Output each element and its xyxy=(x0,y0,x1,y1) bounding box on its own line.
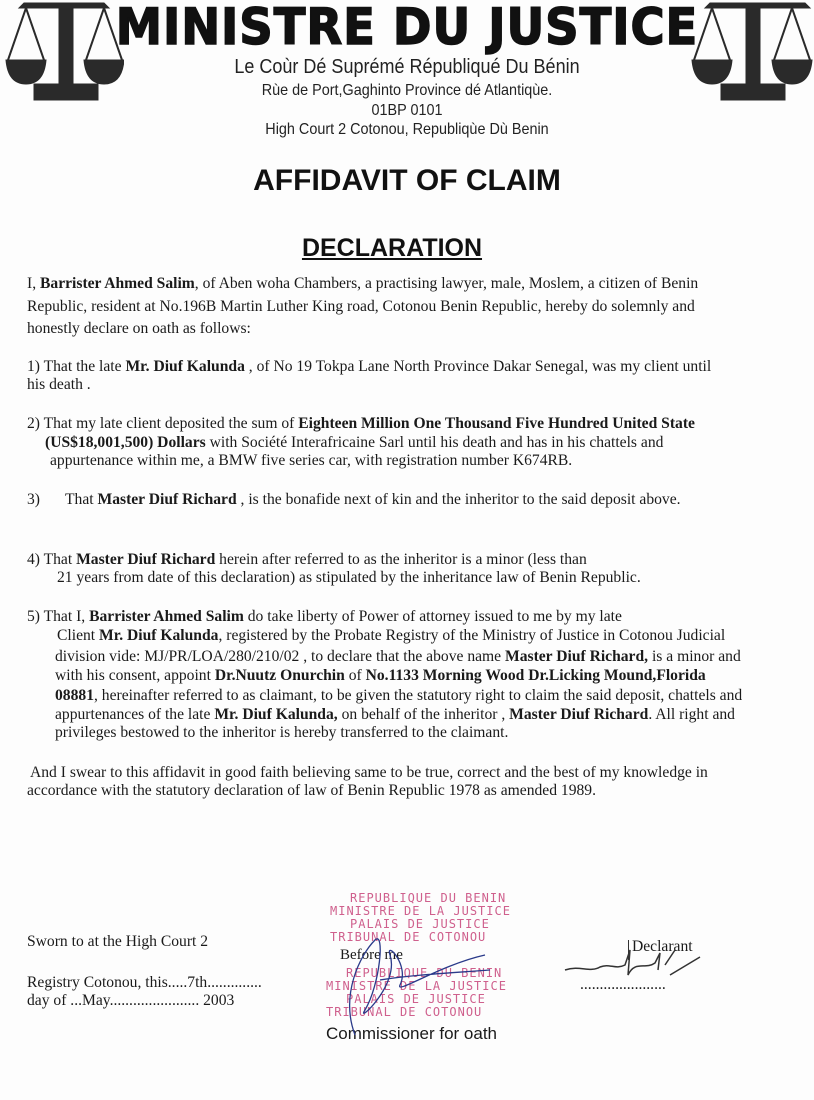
day-date: day of ...May....................... 2003 xyxy=(27,992,235,1009)
stamp-line: PALAIS DE JUSTICE xyxy=(350,917,490,931)
text-segment: division vide: MJ/PR/LOA/280/210/02 , to declare that the above name xyxy=(55,648,505,665)
emphasized-text: Master Diuf Richard xyxy=(97,491,237,508)
commissioner-label: Commissioner for oath xyxy=(326,1024,498,1043)
text-line xyxy=(27,551,587,568)
document-title: AFFIDAVIT OF CLAIM xyxy=(253,164,561,197)
text-line xyxy=(57,569,641,586)
emphasized-text: Master Diuf Richard, xyxy=(504,648,649,665)
text-line xyxy=(50,452,572,469)
text-line xyxy=(55,648,741,665)
text-segment: , registered by the Probate Registry of the Ministry of Justice in Cotonou Judicial xyxy=(218,627,726,644)
text-line xyxy=(55,687,742,704)
text-line xyxy=(55,667,706,684)
stamp-line: MINISTRE DE LA JUSTICE xyxy=(326,979,507,993)
text-segment: , of No 19 Tokpa Lane North Province Dakar Senegal, was my client until xyxy=(244,358,712,375)
text-segment: 2) That my late client deposited the sum of xyxy=(27,415,299,432)
header-address: Rùe de Port,Gaghinto Province dé Atlantiqùe. xyxy=(261,82,553,99)
text-segment: honestly declare on oath as follows: xyxy=(27,320,251,337)
registry-date: Registry Cotonou, this.....7th.............. xyxy=(27,974,262,991)
stamp-line: REPUBLIQUE DU BENIN xyxy=(346,966,503,980)
ministry-title: MINISTRE DU JUSTICE xyxy=(115,0,699,56)
emphasized-text: (US$18,001,500) Dollars xyxy=(45,434,206,451)
header-po-box: 01BP 0101 xyxy=(371,102,443,119)
emphasized-text: 08881 xyxy=(55,687,94,704)
text-segment: And I swear to this affidavit in good faith believing same to be true, correct and the best of my knowledge in xyxy=(30,764,708,781)
text-segment: accordance with the statutory declaration of law of Benin Republic 1978 as amended 1989. xyxy=(27,782,596,799)
text-line xyxy=(30,764,708,781)
text-segment: do take liberty of Power of attorney issued to me by my late xyxy=(243,608,622,625)
text-segment: Client xyxy=(57,627,100,644)
text-line xyxy=(27,376,91,393)
text-segment: of xyxy=(344,667,366,684)
before-me-text: Before me xyxy=(340,947,403,963)
text-line xyxy=(55,706,735,723)
item-number: 3) xyxy=(27,491,40,508)
text-segment: , of Aben woha Chambers, a practising lawyer, male, Moslem, a citizen of Benin xyxy=(194,275,699,292)
text-segment: on behalf of the inheritor , xyxy=(337,706,510,723)
text-segment: herein after referred to as the inheritor is a minor (less than xyxy=(215,551,587,568)
text-line xyxy=(45,434,663,451)
declarant-signature-line: ...................... xyxy=(580,976,666,993)
text-line xyxy=(27,608,622,625)
text-line xyxy=(27,320,251,337)
emphasized-text: Mr. Diuf Kalunda xyxy=(99,627,219,644)
text-line xyxy=(65,491,681,508)
text-segment: 4) That xyxy=(27,551,77,568)
text-segment: appurtenances of the late xyxy=(55,706,215,723)
emphasized-text: Master Diuf Richard xyxy=(76,551,216,568)
header-high-court: High Court 2 Cotonou, Republiqùe Dù Benin xyxy=(265,121,549,138)
text-segment: , is the bonafide next of kin and the inheritor to the said deposit above. xyxy=(236,491,681,508)
sworn-text: Sworn to at the High Court 2 xyxy=(27,933,209,950)
section-title: DECLARATION xyxy=(301,234,483,262)
stamp-line: PALAIS DE JUSTICE xyxy=(346,992,486,1006)
text-segment: , hereinafter referred to as claimant, to be given the statutory right to claim the said deposit, chattels and xyxy=(93,687,743,704)
emphasized-text: No.1133 Morning Wood Dr.Licking Mound,Florida xyxy=(365,667,706,684)
stamp-line: TRIBUNAL DE COTONOU xyxy=(326,1005,483,1019)
text-segment: with Société Interafricaine Sarl until his death and has in his chattels and xyxy=(205,434,664,451)
text-segment: with his consent, appoint xyxy=(55,667,215,684)
declarant-label: Declarant xyxy=(632,938,693,955)
emphasized-text: Master Diuf Richard xyxy=(509,706,649,723)
text-segment: is a minor and xyxy=(648,648,741,665)
stamp-line: MINISTRE DE LA JUSTICE xyxy=(330,904,511,918)
text-line xyxy=(27,782,596,799)
emphasized-text: Eighteen Million One Thousand Five Hundred United State xyxy=(298,415,695,432)
text-segment: appurtenance within me, a BMW five series car, with registration number K674RB. xyxy=(50,452,573,469)
emphasized-text: Dr.Nuutz Onurchin xyxy=(214,667,345,684)
text-line xyxy=(27,275,698,292)
text-segment: 21 years from date of this declaration) as stipulated by the inheritance law of Benin Republic. xyxy=(57,569,641,586)
header-court-name: Le Coùr Dé Suprémé Républiqué Du Bénin xyxy=(234,56,580,78)
text-segment: . All right and xyxy=(648,706,735,723)
text-segment: 5) That I, xyxy=(27,608,90,625)
text-line xyxy=(27,415,695,432)
text-segment: That xyxy=(65,491,98,508)
emphasized-text: Mr. Diuf Kalunda xyxy=(125,358,245,375)
text-segment: I, xyxy=(27,275,40,292)
text-line xyxy=(57,627,725,644)
text-segment: Republic, resident at No.196B Martin Luther King road, Cotonou Benin Republic, hereby do solemnly and xyxy=(27,298,695,315)
stamp-line: TRIBUNAL DE COTONOU xyxy=(330,930,487,944)
commissioner-signature xyxy=(320,925,520,1045)
text-segment: privileges bestowed to the inheritor is hereby transferred to the claimant. xyxy=(55,724,509,741)
stamp-line: REPUBLIQUE DU BENIN xyxy=(350,891,507,905)
emphasized-text: Barrister Ahmed Salim xyxy=(89,608,244,625)
emphasized-text: Mr. Diuf Kalunda, xyxy=(214,706,338,723)
declarant-signature xyxy=(560,945,710,1005)
text-segment: his death . xyxy=(27,376,91,393)
text-line xyxy=(27,298,695,315)
text-line xyxy=(55,724,508,741)
emphasized-text: Barrister Ahmed Salim xyxy=(40,275,195,292)
text-line xyxy=(27,358,711,375)
text-segment: 1) That the late xyxy=(27,358,126,375)
